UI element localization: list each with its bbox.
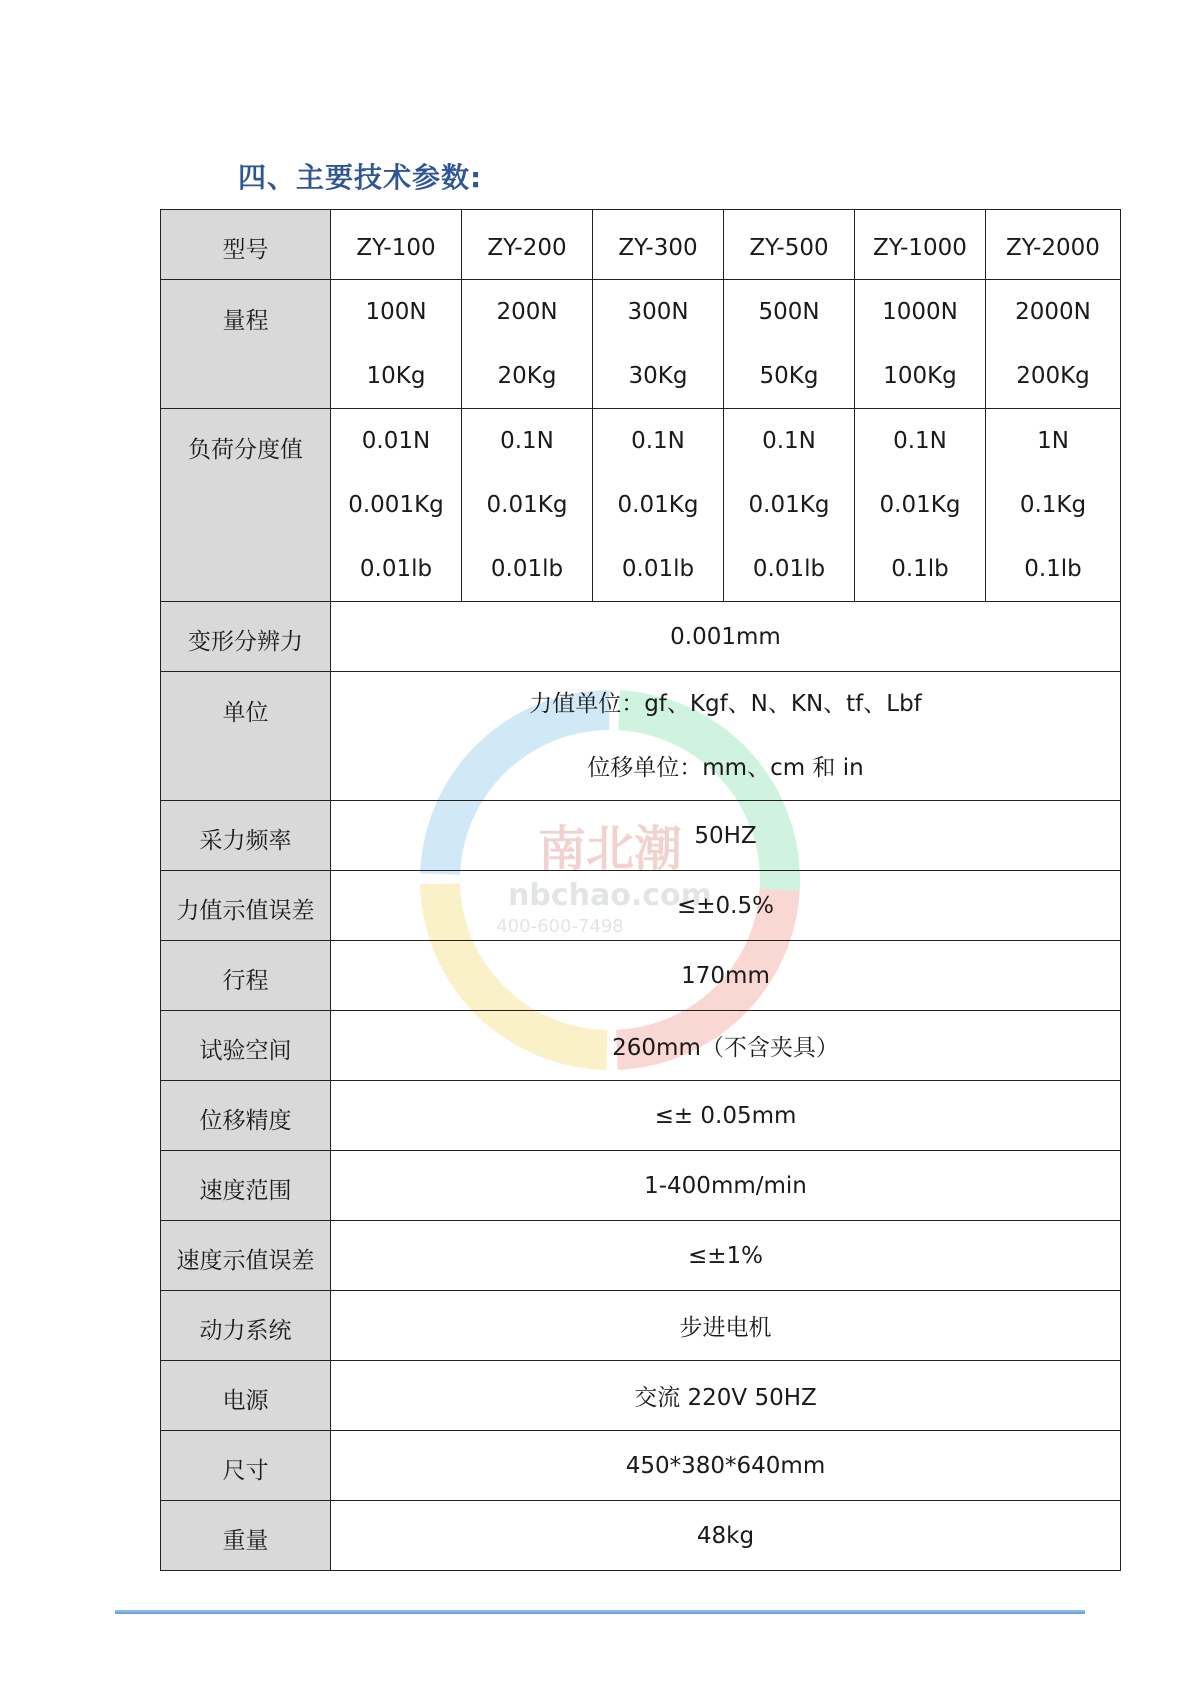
unit-row	[161, 672, 1121, 801]
spec-value: 450*380*640mm	[331, 1431, 1121, 1501]
division-cell: 0.01N 0.001Kg 0.01lb	[331, 409, 462, 602]
range-cell: 2000N 200Kg	[986, 280, 1121, 409]
spec-row	[161, 1431, 1121, 1501]
division-cell: 0.1N 0.01Kg 0.1lb	[855, 409, 986, 602]
spec-row	[161, 1151, 1121, 1221]
range-row	[161, 280, 1121, 409]
spec-row	[161, 1221, 1121, 1291]
model-cell: ZY-300	[593, 210, 724, 280]
spec-value: 50HZ	[331, 801, 1121, 871]
spec-label: 速度示值误差	[161, 1221, 331, 1291]
spec-row	[161, 1081, 1121, 1151]
range-cell: 100N 10Kg	[331, 280, 462, 409]
spec-value: 交流 220V 50HZ	[331, 1361, 1121, 1431]
range-cell: 300N 30Kg	[593, 280, 724, 409]
spec-row	[161, 871, 1121, 941]
spec-row	[161, 941, 1121, 1011]
resolution-row	[161, 602, 1121, 672]
force-unit-line: 力值单位：gf、Kgf、N、KN、tf、Lbf	[529, 691, 922, 717]
model-row	[161, 210, 1121, 280]
division-cell: 0.1N 0.01Kg 0.01lb	[593, 409, 724, 602]
spec-label: 采力频率	[161, 801, 331, 871]
spec-row	[161, 1501, 1121, 1571]
model-cell: ZY-2000	[986, 210, 1121, 280]
spec-label: 试验空间	[161, 1011, 331, 1081]
spec-value: 170mm	[331, 941, 1121, 1011]
spec-label: 尺寸	[161, 1431, 331, 1501]
division-cell: 0.1N 0.01Kg 0.01lb	[462, 409, 593, 602]
watermark-brand: 南北潮	[537, 821, 683, 877]
displacement-unit-line: 位移单位：mm、cm 和 in	[587, 755, 864, 781]
spec-label: 力值示值误差	[161, 871, 331, 941]
footer-divider	[115, 1610, 1085, 1614]
spec-value: ≤±0.5%	[331, 871, 1121, 941]
model-label: 型号	[161, 210, 331, 280]
spec-label: 动力系统	[161, 1291, 331, 1361]
unit-label: 单位	[161, 672, 331, 801]
spec-value: ≤± 0.05mm	[331, 1081, 1121, 1151]
range-cell: 500N 50Kg	[724, 280, 855, 409]
section-heading: 四、主要技术参数:	[238, 161, 483, 194]
range-cell: 1000N 100Kg	[855, 280, 986, 409]
model-cell: ZY-100	[331, 210, 462, 280]
spec-value: ≤±1%	[331, 1221, 1121, 1291]
model-cell: ZY-500	[724, 210, 855, 280]
spec-table	[160, 209, 1121, 1571]
spec-row	[161, 801, 1121, 871]
spec-value: 步进电机	[331, 1291, 1121, 1361]
division-cell: 1N 0.1Kg 0.1lb	[986, 409, 1121, 602]
division-row	[161, 409, 1121, 602]
watermark-phone: 400-600-7498	[496, 916, 624, 937]
range-label: 量程	[161, 280, 331, 409]
unit-value	[331, 672, 1121, 801]
spec-value: 260mm（不含夹具）	[331, 1011, 1121, 1081]
spec-label: 电源	[161, 1361, 331, 1431]
division-cell: 0.1N 0.01Kg 0.01lb	[724, 409, 855, 602]
spec-row	[161, 1291, 1121, 1361]
spec-label: 速度范围	[161, 1151, 331, 1221]
spec-label: 行程	[161, 941, 331, 1011]
division-label: 负荷分度值	[161, 409, 331, 602]
spec-row	[161, 1011, 1121, 1081]
spec-label: 重量	[161, 1501, 331, 1571]
spec-value: 48kg	[331, 1501, 1121, 1571]
watermark-site: nbchao.com	[508, 878, 712, 913]
spec-row	[161, 1361, 1121, 1431]
resolution-value: 0.001mm	[331, 602, 1121, 672]
spec-label: 位移精度	[161, 1081, 331, 1151]
model-cell: ZY-1000	[855, 210, 986, 280]
resolution-label: 变形分辨力	[161, 602, 331, 672]
model-cell: ZY-200	[462, 210, 593, 280]
spec-value: 1-400mm/min	[331, 1151, 1121, 1221]
range-cell: 200N 20Kg	[462, 280, 593, 409]
